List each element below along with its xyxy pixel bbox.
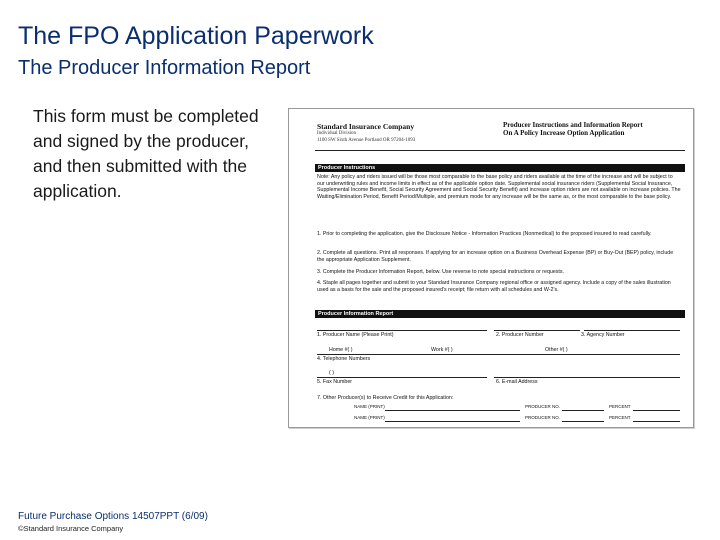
form-title-line1: Producer Instructions and Information Report <box>503 121 643 129</box>
form-company-name: Standard Insurance Company <box>317 122 415 131</box>
percent-line-2 <box>633 421 680 422</box>
instructions-header: Producer Instructions <box>315 164 685 172</box>
slide-body-text: This form must be completed and signed by the producer, and then submitted with the application. <box>33 106 259 201</box>
instruction-step-1: 1. Prior to completing the application, give the Disclosure Notice - Information Practices (Nonmedical) to the proposed insured to read carefully. <box>317 231 652 237</box>
producer-number-line <box>494 330 580 331</box>
slide-title: The FPO Application Paperwork <box>18 22 374 50</box>
agency-number-label: 3. Agency Number <box>581 332 625 338</box>
home-phone-label: Home #( ) <box>329 347 353 353</box>
fax-line <box>317 377 487 378</box>
instructions-note: Note: Any policy and riders issued will be those most comparable to the base policy and riders available at the time of the increase and will be subject to our underwriting rules and income limits in effect as of the applicable option date. Supplemental social insurance riders (Supplemental Social Insurance, Supplemental Income Benefit, Social Security Agreement and Social Security Benefit) and increase option riders are not available on increase policies. The Waiting/Elimination Period, Benefit Period/Multiple, and premium mode for any increase will be the same as, or the most comparable to the base policy. <box>317 174 681 200</box>
producer-no-label-2: PRODUCER NO. <box>525 415 561 420</box>
fax-label: 5. Fax Number <box>317 379 353 385</box>
phone-line <box>317 354 680 355</box>
form-divider <box>315 150 685 151</box>
name-line-1 <box>385 410 520 411</box>
percent-label-1: PERCENT <box>609 404 631 409</box>
name-print-label-2: NAME (PRINT) <box>354 415 385 420</box>
form-title-line2: On A Policy Increase Option Application <box>503 129 625 137</box>
report-header: Producer Information Report <box>315 310 685 318</box>
instruction-step-3: 3. Complete the Producer Information Report, below. Use reverse to note special instructions or requests. <box>317 269 565 275</box>
percent-line-1 <box>633 410 680 411</box>
other-phone-label: Other #( ) <box>545 347 568 353</box>
instruction-step-2: 2. Complete all questions. Print all responses. If applying for an increase option on a Business Overhead Expense (BP) or Buy-Out (BEP) policy, include the appropriate Application Supplement. <box>317 250 674 263</box>
producer-no-label-1: PRODUCER NO. <box>525 404 561 409</box>
producer-no-line-1 <box>562 410 604 411</box>
agency-number-line <box>584 330 680 331</box>
slide-footer: Future Purchase Options 14507PPT (6/09) <box>18 511 208 522</box>
other-producers-label: 7. Other Producer(s) to Receive Credit for this Application: <box>317 395 454 401</box>
producer-number-label: 2. Producer Number <box>496 332 544 338</box>
email-label: 6. E-mail Address <box>496 379 538 385</box>
percent-label-2: PERCENT <box>609 415 631 420</box>
form-division: Individual Division <box>317 131 357 136</box>
producer-no-line-2 <box>562 421 604 422</box>
slide-subtitle: The Producer Information Report <box>18 57 311 79</box>
work-phone-label: Work #( ) <box>431 347 453 353</box>
producer-form-image <box>288 108 694 428</box>
producer-name-line <box>317 330 487 331</box>
fax-paren: ( ) <box>329 370 334 376</box>
form-title <box>503 121 683 137</box>
slide-copyright: ©Standard Insurance Company <box>18 524 124 533</box>
name-line-2 <box>385 421 520 422</box>
producer-name-label: 1. Producer Name (Please Print) <box>317 332 394 338</box>
form-address: 1100 SW Sixth Avenue Portland OR 97204-1093 <box>317 137 416 143</box>
name-print-label-1: NAME (PRINT) <box>354 404 385 409</box>
form-company-address <box>317 131 415 144</box>
instruction-step-4: 4. Staple all pages together and submit to your Standard Insurance Company regional office or assigned agency. Include a copy of the sales illustration used as a basis for the sale and the proposed insured's receipt; file return with all schedules and W-2's. <box>317 280 671 293</box>
telephone-label: 4. Telephone Numbers <box>317 356 371 362</box>
email-line <box>494 377 680 378</box>
